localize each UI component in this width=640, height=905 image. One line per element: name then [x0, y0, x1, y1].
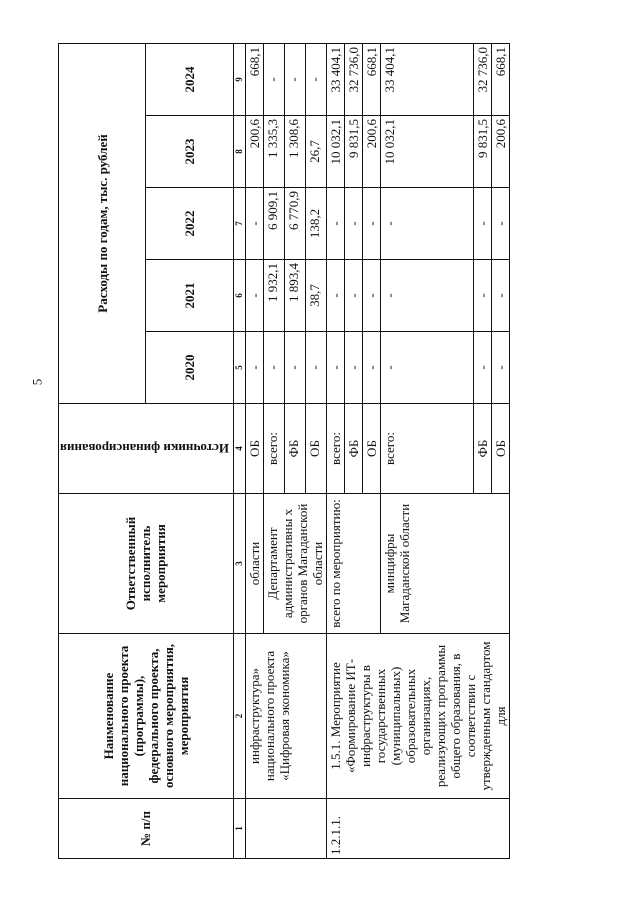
col-number: 7 [233, 188, 245, 260]
col-number: 1 [233, 799, 245, 859]
cell-value: 9 831,5 [344, 116, 362, 188]
cell-value: - [245, 332, 263, 404]
cell-value: - [305, 332, 326, 404]
header-name: Наименование национального проекта (программы), федерального проекта, основного мероприятия, мероприятия [59, 634, 234, 799]
table-row [245, 43, 263, 858]
header-year: 2020 [146, 332, 233, 404]
cell-value: - [491, 332, 509, 404]
cell-value: - [344, 332, 362, 404]
cell-value: 10 032,1 [326, 116, 344, 188]
cell-source: ОБ [362, 404, 380, 494]
cell-value: 6 770,9 [284, 188, 305, 260]
cell-value: 26,7 [305, 116, 326, 188]
cell-value: 32 736,0 [344, 43, 362, 115]
cell-value: - [326, 188, 344, 260]
cell-value: 668,1 [245, 43, 263, 115]
cell-source: всего: [263, 404, 284, 494]
col-number: 6 [233, 260, 245, 332]
cell-value: - [245, 260, 263, 332]
cell-name: 1.5.1. Мероприятие «Формирование ИТ-инфраструктуры в государственных (муниципальных) образовательных организациях, реализующих программы общего образования, в соответствии с утвержденным стандартом для [326, 634, 509, 799]
cell-value: 668,1 [491, 43, 509, 115]
cell-value: 9 831,5 [473, 116, 491, 188]
cell-value: 1 932,1 [263, 260, 284, 332]
cell-value: - [344, 188, 362, 260]
cell-value: - [491, 260, 509, 332]
cell-value: - [326, 332, 344, 404]
cell-value: 1 335,3 [263, 116, 284, 188]
cell-value: 10 032,1 [380, 116, 473, 188]
budget-table [58, 43, 510, 859]
cell-value: - [473, 260, 491, 332]
cell-value: - [263, 43, 284, 115]
cell-value: - [362, 332, 380, 404]
cell-source: ФБ [473, 404, 491, 494]
cell-value: 200,6 [362, 116, 380, 188]
col-number: 4 [233, 404, 245, 494]
cell-name: инфраструктура» национального проекта «Цифровая экономика» [245, 634, 326, 799]
column-number-row [233, 43, 245, 858]
cell-value: - [245, 188, 263, 260]
header-source-label: Источники финансирования [60, 441, 229, 456]
cell-value: - [284, 332, 305, 404]
table-row [326, 43, 344, 858]
cell-value: - [362, 260, 380, 332]
col-number: 8 [233, 116, 245, 188]
cell-value: - [305, 43, 326, 115]
header-executor: Ответственный исполнитель мероприятия [59, 494, 234, 634]
header-year: 2023 [146, 116, 233, 188]
cell-source: ОБ [245, 404, 263, 494]
cell-value: 1 893,4 [284, 260, 305, 332]
col-number: 5 [233, 332, 245, 404]
col-number: 9 [233, 43, 245, 115]
cell-value: - [380, 332, 473, 404]
cell-source: ОБ [305, 404, 326, 494]
page-number: 5 [29, 378, 45, 386]
cell-value: 138,2 [305, 188, 326, 260]
col-number: 3 [233, 494, 245, 634]
cell-value: 200,6 [491, 116, 509, 188]
cell-executor: всего по мероприятию: [326, 494, 380, 634]
cell-value: 32 736,0 [473, 43, 491, 115]
cell-value: 33 404,1 [326, 43, 344, 115]
cell-source: всего: [326, 404, 344, 494]
cell-value: - [473, 188, 491, 260]
cell-source: ОБ [491, 404, 509, 494]
header-no: № п/п [59, 799, 234, 859]
cell-value: 33 404,1 [380, 43, 473, 115]
cell-value: - [380, 260, 473, 332]
cell-executor: Департамент административны х органов Магаданской области [263, 494, 326, 634]
cell-value: - [326, 260, 344, 332]
cell-source: всего: [380, 404, 473, 494]
cell-executor: области [245, 494, 263, 634]
cell-value: - [473, 332, 491, 404]
cell-no [245, 799, 326, 859]
rotated-table-container [58, 44, 508, 859]
header-source [59, 404, 234, 494]
header-year: 2024 [146, 43, 233, 115]
cell-value: - [263, 332, 284, 404]
header-year: 2022 [146, 188, 233, 260]
cell-no: 1.2.1.1. [326, 799, 509, 859]
cell-executor: минцифры Магаданской области [380, 494, 509, 634]
cell-value: 200,6 [245, 116, 263, 188]
cell-value: 6 909,1 [263, 188, 284, 260]
cell-value: 38,7 [305, 260, 326, 332]
header-year: 2021 [146, 260, 233, 332]
cell-value: - [344, 260, 362, 332]
cell-source: ФБ [284, 404, 305, 494]
header-expenses: Расходы по годам, тыс. рублей [59, 43, 146, 403]
cell-value: - [362, 188, 380, 260]
cell-value: 668,1 [362, 43, 380, 115]
cell-value: - [284, 43, 305, 115]
col-number: 2 [233, 634, 245, 799]
cell-value: - [380, 188, 473, 260]
cell-value: - [491, 188, 509, 260]
cell-source: ФБ [344, 404, 362, 494]
cell-value: 1 308,6 [284, 116, 305, 188]
